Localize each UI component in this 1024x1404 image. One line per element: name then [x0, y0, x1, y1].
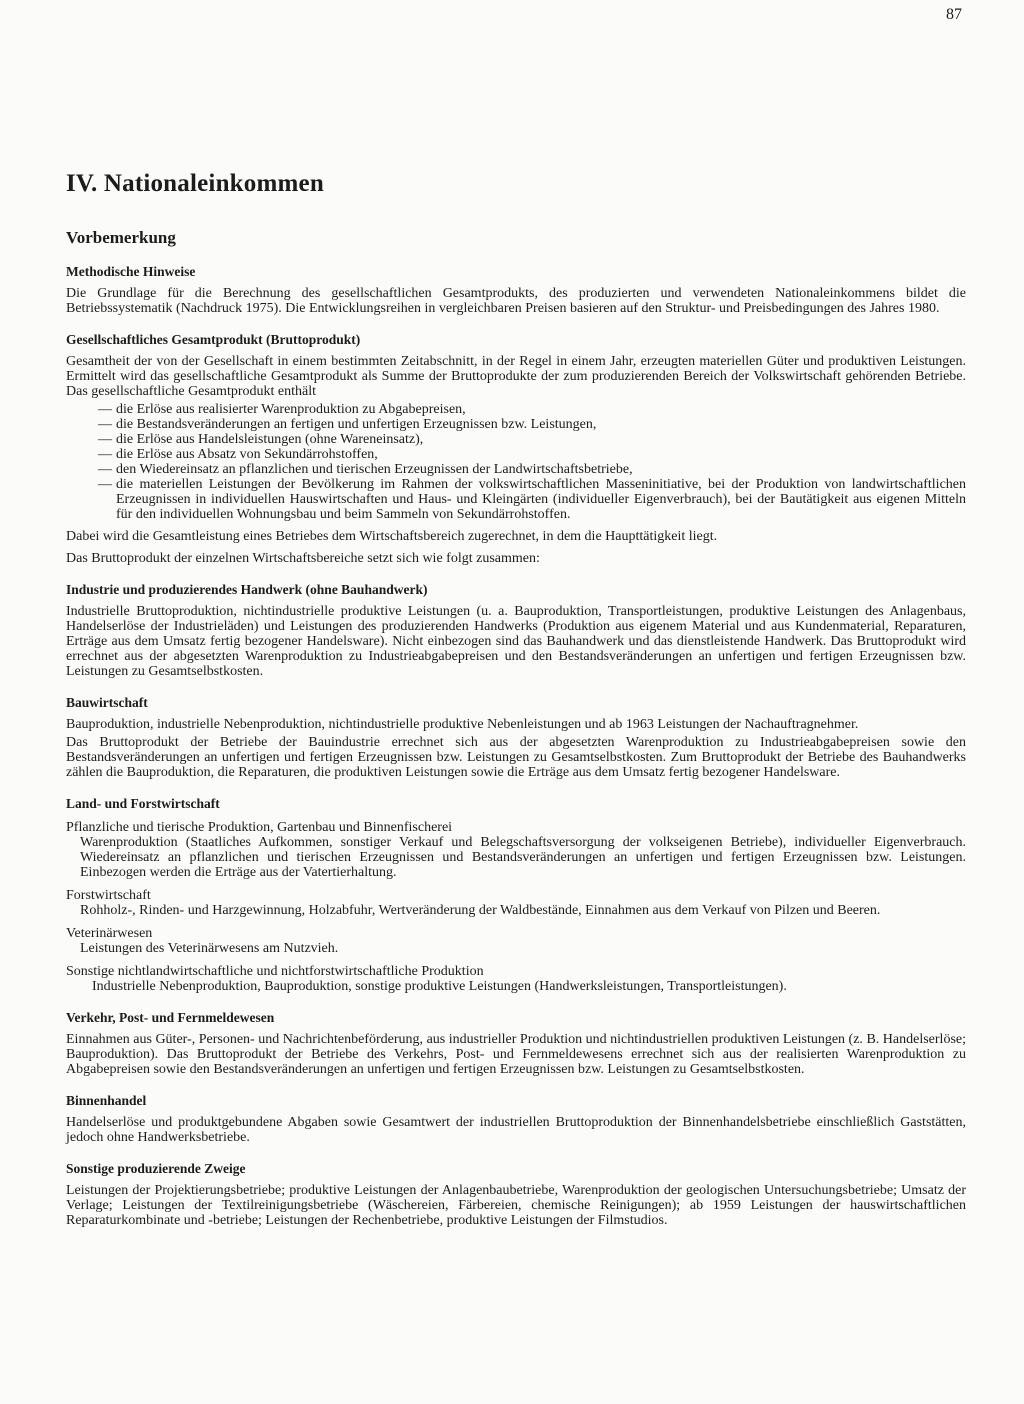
- methodik-text: Die Grundlage für die Berechnung des gesellschaftlichen Gesamtprodukts, des produzierten und verwendeten Nationaleinkommens bildet die Betriebssystematik (Nachdruck 1975). Die Entwicklungsreihen in vergleichbaren Preisen basieren auf den Struktur- und Preisbedingungen des Jahres 1980.: [66, 286, 966, 316]
- list-item: — die Erlöse aus realisierter Warenproduktion zu Abgabepreisen,: [66, 402, 966, 417]
- industrie-text: Industrielle Bruttoproduktion, nichtindustrielle produktive Leistungen (u. a. Bauproduktion, Transportleistungen, produktive Leistungen des Anlagenbaus, Handelserlöse der Industrieläden) und Leistungen des produzierenden Handwerks (Produktion aus eigenem Material und aus Kundenmaterial, Reparaturen, Erträge aus dem Umsatz fertig bezogener Handelsware). Nicht einbezogen sind das Bauhandwerk und das dienstleistende Handwerk. Das Bruttoprodukt wird errechnet aus der abgesetzten Warenproduktion zu Industrieabgabepreisen und den Bestandsveränderungen an unfertigen und fertigen Erzeugnissen bzw. Leistungen zu Gesamtselbstkosten.: [66, 604, 966, 679]
- chapter-title: IV. Nationaleinkommen: [66, 170, 324, 197]
- forst-label: Forstwirtschaft: [66, 888, 151, 903]
- gesamtprodukt-intro: Gesamtheit der von der Gesellschaft in einem bestimmten Zeitabschnitt, in der Regel in einem Jahr, erzeugten materiellen Güter und produktiven Leistungen. Ermittelt wird das gesellschaftliche Gesamtprodukt als Summe der Bruttoprodukte der zum produzierenden Bereich der Volkswirtschaft gehörenden Betriebe. Das gesellschaftliche Gesamtprodukt enthält: [66, 354, 966, 399]
- pflanz-text: Warenproduktion (Staatliches Aufkommen, sonstiger Verkauf und Belegschaftsversorgung der volkseigenen Betriebe), individueller Eigenverbrauch. Wiedereinsatz an pflanzlichen und tierischen Erzeugnissen und Bestandsveränderungen an unfertigen und fertigen Erzeugnissen bzw. Leistungen. Einbezogen werden die Erträge aus der Vatertierhaltung.: [80, 835, 966, 880]
- industrie-heading: Industrie und produzierendes Handwerk (ohne Bauhandwerk): [66, 582, 428, 597]
- gesamtprodukt-note-2: Das Bruttoprodukt der einzelnen Wirtschaftsbereiche setzt sich wie folgt zusammen:: [66, 551, 540, 566]
- forst-text: Rohholz-, Rinden- und Harzgewinnung, Holzabfuhr, Wertveränderung der Waldbestände, Einnahmen aus dem Verkauf von Pilzen und Beeren.: [80, 903, 881, 918]
- methodik-heading: Methodische Hinweise: [66, 264, 196, 279]
- sonst-text: Industrielle Nebenproduktion, Bauproduktion, sonstige produktive Leistungen (Handwerksleistungen, Transportleistungen).: [92, 979, 787, 994]
- bau-text-2: Das Bruttoprodukt der Betriebe der Bauindustrie errechnet sich aus der abgesetzten Warenproduktion zu Industrieabgabepreisen sowie den Bestandsveränderungen an unfertigen und fertigen Erzeugnissen bzw. Leistungen zu Gesamtselbstkosten. Zum Bruttoprodukt der Betriebe des Bauhandwerks zählen die Bauproduktion, die Reparaturen, die produktiven Leistungen sowie die Erträge aus dem Umsatz fertig bezogener Handelsware.: [66, 735, 966, 780]
- gesamtprodukt-note-1: Dabei wird die Gesamtleistung eines Betriebes dem Wirtschaftsbereich zugerechnet, in dem die Haupttätigkeit liegt.: [66, 529, 718, 544]
- list-item: — die Bestandsveränderungen an fertigen und unfertigen Erzeugnissen bzw. Leistungen,: [66, 417, 966, 432]
- verkehr-text: Einnahmen aus Güter-, Personen- und Nachrichtenbeförderung, aus industrieller Produktion und nichtindustriellen produktiven Leistungen (z. B. Handelserlöse; Bauproduktion). Das Bruttoprodukt der Betriebe des Verkehrs, Post- und Fernmeldewesens errechnet sich aus der realisierten Warenproduktion zu Abgabepreisen sowie den Bestandsveränderungen an unfertigen und fertigen Erzeugnissen bzw. Leistungen zu Gesamtselbstkosten.: [66, 1032, 966, 1077]
- land-heading: Land- und Forstwirtschaft: [66, 796, 220, 811]
- sonstige-text: Leistungen der Projektierungsbetriebe; produktive Leistungen der Anlagenbaubetriebe, Warenproduktion der geologischen Untersuchungsbetriebe; Umsatz der Verlage; Leistungen der Textilreinigungsbetriebe (Wäschereien, Färbereien, chemische Reinigungen); ab 1959 Leistungen der hauswirtschaftlichen Reparaturkombinate und -betriebe; Leistungen der Rechenbetriebe, produktive Leistungen der Filmstudios.: [66, 1183, 966, 1228]
- list-item: — die Erlöse aus Absatz von Sekundärrohstoffen,: [66, 447, 966, 462]
- bau-text-1: Bauproduktion, industrielle Nebenproduktion, nichtindustrielle produktive Nebenleistungen und ab 1963 Leistungen der Nachauftragnehmer.: [66, 717, 859, 732]
- list-item: — die materiellen Leistungen der Bevölkerung im Rahmen der volkswirtschaftlichen Masseninitiative, bei der Produktion von landwirtschaftlichen Erzeugnissen in individuellen Hauswirtschaften und Haus- und Kleingärten (individueller Eigenverbrauch), bei der Bautätigkeit aus eigenen Mitteln für den individuellen Wohnungsbau und beim Sammeln von Sekundärrohstoffen.: [66, 477, 966, 522]
- page-number: 87: [946, 6, 962, 23]
- gesamtprodukt-list: [66, 402, 966, 522]
- binnen-text: Handelserlöse und produktgebundene Abgaben sowie Gesamtwert der industriellen Bruttoproduktion der Binnenhandelsbetriebe einschließlich Gaststätten, jedoch ohne Handwerksbetriebe.: [66, 1115, 966, 1145]
- binnen-heading: Binnenhandel: [66, 1093, 147, 1108]
- verkehr-heading: Verkehr, Post- und Fernmeldewesen: [66, 1010, 275, 1025]
- vet-label: Veterinärwesen: [66, 926, 153, 941]
- bau-heading: Bauwirtschaft: [66, 695, 148, 710]
- sonst-label: Sonstige nichtlandwirtschaftliche und nichtforstwirtschaftliche Produktion: [66, 964, 484, 979]
- section-title: Vorbemerkung: [66, 228, 176, 247]
- vet-text: Leistungen des Veterinärwesens am Nutzvieh.: [80, 941, 339, 956]
- list-item: — die Erlöse aus Handelsleistungen (ohne Wareneinsatz),: [66, 432, 966, 447]
- document-body: [66, 170, 966, 1231]
- list-item: — den Wiedereinsatz an pflanzlichen und tierischen Erzeugnissen der Landwirtschaftsbetriebe,: [66, 462, 966, 477]
- pflanz-label: Pflanzliche und tierische Produktion, Gartenbau und Binnenfischerei: [66, 820, 453, 835]
- sonstige-heading: Sonstige produzierende Zweige: [66, 1161, 246, 1176]
- gesamtprodukt-heading: Gesellschaftliches Gesamtprodukt (Bruttoprodukt): [66, 332, 361, 347]
